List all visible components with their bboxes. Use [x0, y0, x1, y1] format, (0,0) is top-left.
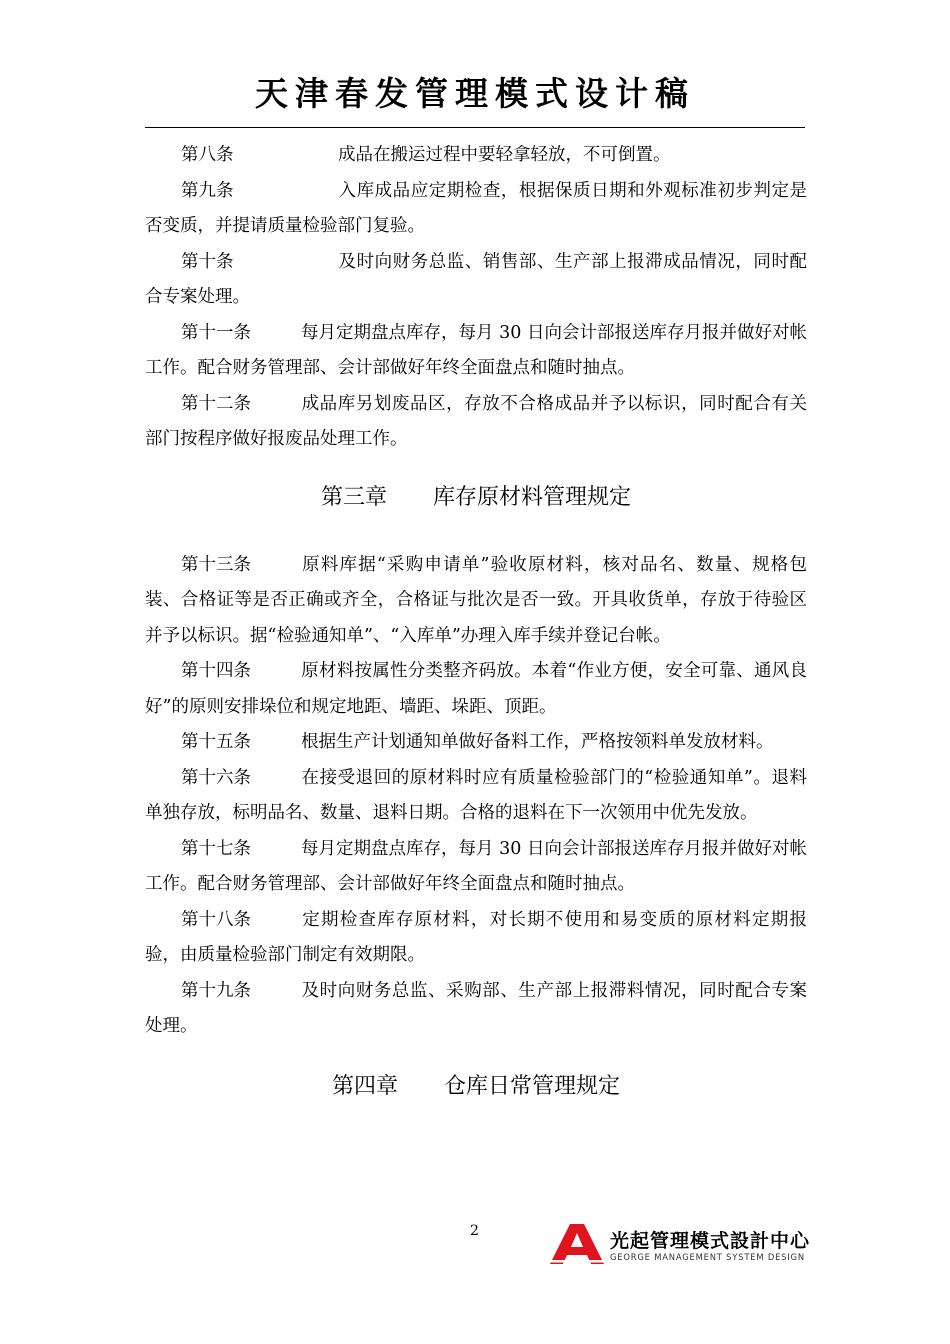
article — [145, 974, 807, 1045]
article-text: 及时向财务总监、销售部、生产部上报滞成品情况，同时配合专案处理。 — [145, 251, 807, 307]
article-number: 第十七条 — [181, 838, 251, 859]
article — [145, 138, 807, 174]
article — [145, 832, 807, 903]
logo-chinese-name: 光起管理模式設計中心 — [610, 1230, 811, 1252]
logo-a-icon — [548, 1222, 606, 1266]
article — [145, 387, 807, 458]
article-number: 第八条 — [181, 145, 234, 165]
article-text: 原材料按属性分类整齐码放。本着“作业方便，安全可靠、通风良好”的原则安排垛位和规定地距、墙距、垛距、顶距。 — [145, 661, 807, 717]
article-text: 每月定期盘点库存，每月 30 日向会计部报送库存月报并做好对帐工作。配合财务管理部、会计部做好年终全面盘点和随时抽点。 — [145, 838, 807, 894]
article — [145, 174, 807, 245]
article-number: 第十三条 — [181, 554, 251, 575]
article — [145, 903, 807, 974]
document-body — [145, 138, 807, 1107]
article-text: 每月定期盘点库存，每月 30 日向会计部报送库存月报并做好对帐工作。配合财务管理部、会计部做好年终全面盘点和随时抽点。 — [145, 322, 807, 378]
article — [145, 761, 807, 832]
article-number: 第十六条 — [181, 767, 251, 788]
article-number: 第九条 — [181, 180, 234, 201]
logo-english-name: GEORGE MANAGEMENT SYSTEM DESIGN — [610, 1252, 805, 1262]
company-logo — [548, 1222, 810, 1268]
article — [145, 316, 807, 387]
chapter-number: 第四章 — [331, 1073, 398, 1099]
article-number: 第十二条 — [181, 393, 251, 414]
article-text: 入库成品应定期检查，根据保质日期和外观标准初步判定是否变质，并提请质量检验部门复验。 — [145, 180, 807, 236]
article-number: 第十一条 — [181, 322, 251, 343]
chapter-heading — [145, 478, 807, 518]
article-number: 第十八条 — [181, 909, 251, 930]
article — [145, 245, 807, 316]
article — [145, 654, 807, 725]
article — [145, 725, 807, 761]
header-rule — [145, 127, 805, 128]
article-number: 第十九条 — [181, 980, 251, 1001]
chapter-heading — [145, 1067, 807, 1107]
chapter-title: 库存原材料管理规定 — [433, 484, 632, 510]
article-number: 第十条 — [181, 251, 234, 272]
chapter-title: 仓库日常管理规定 — [444, 1073, 621, 1099]
article-number: 第十五条 — [181, 732, 251, 752]
article-text: 在接受退回的原材料时应有质量检验部门的“检验通知单”。退料单独存放，标明品名、数量、退料日期。合格的退料在下一次领用中优先发放。 — [145, 767, 807, 823]
page-header-title: 天津春发管理模式设计稿 — [255, 74, 695, 113]
page-number: 2 — [470, 1223, 479, 1239]
article-text: 根据生产计划通知单做好备料工作，严格按领料单发放材料。 — [301, 732, 774, 752]
article-text: 定期检查库存原材料，对长期不使用和易变质的原材料定期报验，由质量检验部门制定有效期限。 — [145, 909, 807, 965]
article-text: 成品库另划废品区，存放不合格成品并予以标识，同时配合有关部门按程序做好报废品处理工作。 — [145, 393, 807, 449]
chapter-number: 第三章 — [320, 484, 387, 510]
article-text: 原料库据“采购申请单”验收原材料，核对品名、数量、规格包装、合格证等是否正确或齐全，合格证与批次是否一致。开具收货单，存放于待验区并予以标识。据“检验通知单”、“入库单”办理入库手续并登记台帐。 — [145, 554, 807, 646]
article-number: 第十四条 — [181, 661, 251, 681]
article — [145, 548, 807, 655]
article-text: 成品在搬运过程中要轻拿轻放，不可倒置。 — [338, 145, 671, 165]
article-text: 及时向财务总监、采购部、生产部上报滞料情况，同时配合专案处理。 — [145, 980, 807, 1036]
